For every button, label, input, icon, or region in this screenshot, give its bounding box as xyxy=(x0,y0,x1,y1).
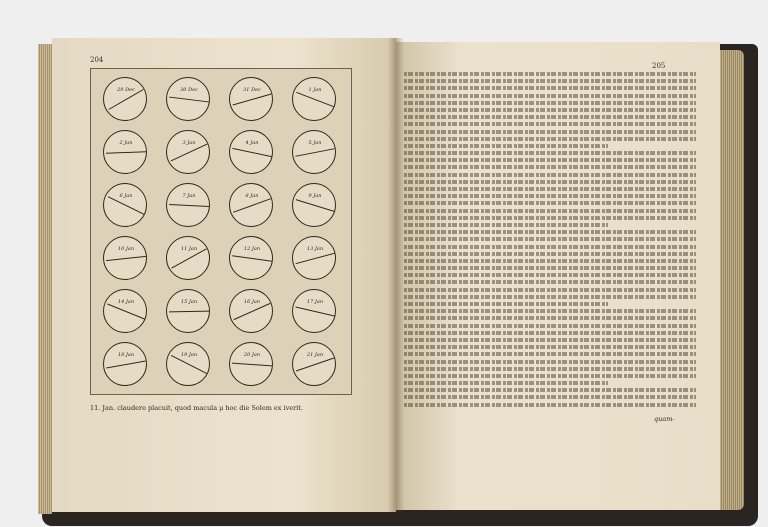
circle-date-label: 16 Jan xyxy=(243,299,261,305)
observation-circle xyxy=(292,77,336,121)
observation-circle xyxy=(292,342,336,386)
text-line xyxy=(404,345,696,349)
observation-circle xyxy=(292,183,336,227)
observation-circle xyxy=(229,289,273,333)
circle-date-label: 2 Jan xyxy=(119,140,133,146)
text-line xyxy=(404,288,696,292)
circle-date-label: 13 Jan xyxy=(306,246,324,252)
text-line xyxy=(404,245,696,249)
text-line xyxy=(404,201,696,205)
ecliptic-line xyxy=(233,198,271,213)
observation-circle xyxy=(229,342,273,386)
circle-date-label: 5 Jan xyxy=(308,140,322,146)
observation-circle xyxy=(229,77,273,121)
text-line xyxy=(404,86,696,90)
text-line xyxy=(404,403,696,407)
text-line xyxy=(404,187,696,191)
ecliptic-line xyxy=(169,311,209,313)
observation-circle xyxy=(103,342,147,386)
observation-circle xyxy=(103,77,147,121)
observation-circle xyxy=(103,289,147,333)
circle-date-label: 7 Jan xyxy=(182,193,196,199)
circle-date-label: 29 Dec xyxy=(117,87,135,93)
figure-caption: 11. Jan. claudere placuit, quod macula μ hoc die Solem ex iverit. xyxy=(90,404,303,412)
text-line xyxy=(404,173,696,177)
text-line xyxy=(404,180,696,184)
circle-date-label: 6 Jan xyxy=(119,193,133,199)
circle-date-label: 3 Jan xyxy=(182,140,196,146)
ecliptic-line xyxy=(234,303,271,320)
text-line xyxy=(404,237,696,241)
text-line xyxy=(404,79,696,83)
ecliptic-line xyxy=(296,358,334,372)
observation-circle xyxy=(292,130,336,174)
text-line xyxy=(404,230,696,234)
circle-date-label: 18 Jan xyxy=(117,352,135,358)
right-page-number: 205 xyxy=(652,62,666,70)
circle-date-label: 19 Jan xyxy=(180,352,198,358)
observation-circle xyxy=(103,130,147,174)
ecliptic-line xyxy=(232,255,272,262)
observation-circle xyxy=(166,130,210,174)
observation-circle xyxy=(292,289,336,333)
ecliptic-line xyxy=(106,151,146,153)
observation-circle xyxy=(166,77,210,121)
book-gutter xyxy=(388,38,404,512)
circle-date-label: 15 Jan xyxy=(180,299,198,305)
text-line xyxy=(404,338,696,342)
observation-circle xyxy=(103,183,147,227)
circle-date-label: 8 Jan xyxy=(245,193,259,199)
text-line xyxy=(404,374,696,378)
text-line xyxy=(404,137,696,141)
observation-circle xyxy=(229,236,273,280)
text-line xyxy=(404,194,696,198)
text-line xyxy=(404,266,696,270)
circle-date-label: 30 Dec xyxy=(180,87,198,93)
text-line xyxy=(404,130,696,134)
observation-circle xyxy=(166,183,210,227)
circle-date-label: 10 Jan xyxy=(117,246,135,252)
ecliptic-line xyxy=(171,144,208,162)
ecliptic-line xyxy=(296,253,335,264)
right-page-text-block xyxy=(404,72,696,410)
text-line xyxy=(404,280,696,284)
sunspot-diagram xyxy=(90,68,352,395)
ecliptic-line xyxy=(169,97,209,103)
observation-circle xyxy=(229,130,273,174)
text-line xyxy=(404,331,696,335)
text-line xyxy=(404,324,696,328)
text-line xyxy=(404,395,696,399)
ecliptic-line xyxy=(108,196,144,214)
ecliptic-line xyxy=(232,148,271,157)
circle-date-label: 11 Jan xyxy=(180,246,198,252)
text-line xyxy=(404,94,696,98)
ecliptic-line xyxy=(107,304,144,320)
observation-circle xyxy=(166,342,210,386)
text-line xyxy=(404,273,696,277)
ecliptic-line xyxy=(169,204,209,207)
left-page-number: 204 xyxy=(90,56,104,64)
text-line xyxy=(404,72,696,76)
ecliptic-line xyxy=(296,92,334,107)
text-line xyxy=(404,101,696,105)
text-line xyxy=(404,259,696,263)
ecliptic-line xyxy=(232,363,272,367)
text-line xyxy=(404,295,696,299)
observation-circle xyxy=(229,183,273,227)
ecliptic-line xyxy=(295,148,334,157)
observation-circle xyxy=(103,236,147,280)
right-page-edges xyxy=(718,50,744,510)
circle-date-label: 20 Jan xyxy=(243,352,261,358)
ecliptic-line xyxy=(106,361,146,369)
text-line xyxy=(404,144,608,148)
text-line xyxy=(404,108,696,112)
text-line xyxy=(404,151,696,155)
circle-date-label: 1 Jan xyxy=(308,87,322,93)
text-line xyxy=(404,209,696,213)
text-line xyxy=(404,360,696,364)
observation-circle xyxy=(166,289,210,333)
ecliptic-line xyxy=(296,199,335,212)
left-page-edges xyxy=(38,44,52,514)
text-line xyxy=(404,223,608,227)
text-line xyxy=(404,158,696,162)
catchword: quam- xyxy=(654,415,675,423)
ecliptic-line xyxy=(295,307,334,317)
text-line xyxy=(404,316,696,320)
text-line xyxy=(404,115,696,119)
circle-date-label: 12 Jan xyxy=(243,246,261,252)
text-line xyxy=(404,165,696,169)
text-line xyxy=(404,252,696,256)
observation-circle xyxy=(292,236,336,280)
circle-date-label: 4 Jan xyxy=(245,140,259,146)
text-line xyxy=(404,122,696,126)
ecliptic-line xyxy=(233,94,272,106)
circle-date-label: 17 Jan xyxy=(306,299,324,305)
circle-date-label: 14 Jan xyxy=(117,299,135,305)
observation-circle xyxy=(166,236,210,280)
text-line xyxy=(404,381,608,385)
ecliptic-line xyxy=(106,256,146,261)
circle-date-label: 9 Jan xyxy=(308,193,322,199)
circle-date-label: 31 Dec xyxy=(243,87,261,93)
text-line xyxy=(404,352,696,356)
text-line xyxy=(404,309,696,313)
text-line xyxy=(404,216,696,220)
circle-date-label: 21 Jan xyxy=(306,352,324,358)
text-line xyxy=(404,367,696,371)
text-line xyxy=(404,388,696,392)
text-line xyxy=(404,302,608,306)
